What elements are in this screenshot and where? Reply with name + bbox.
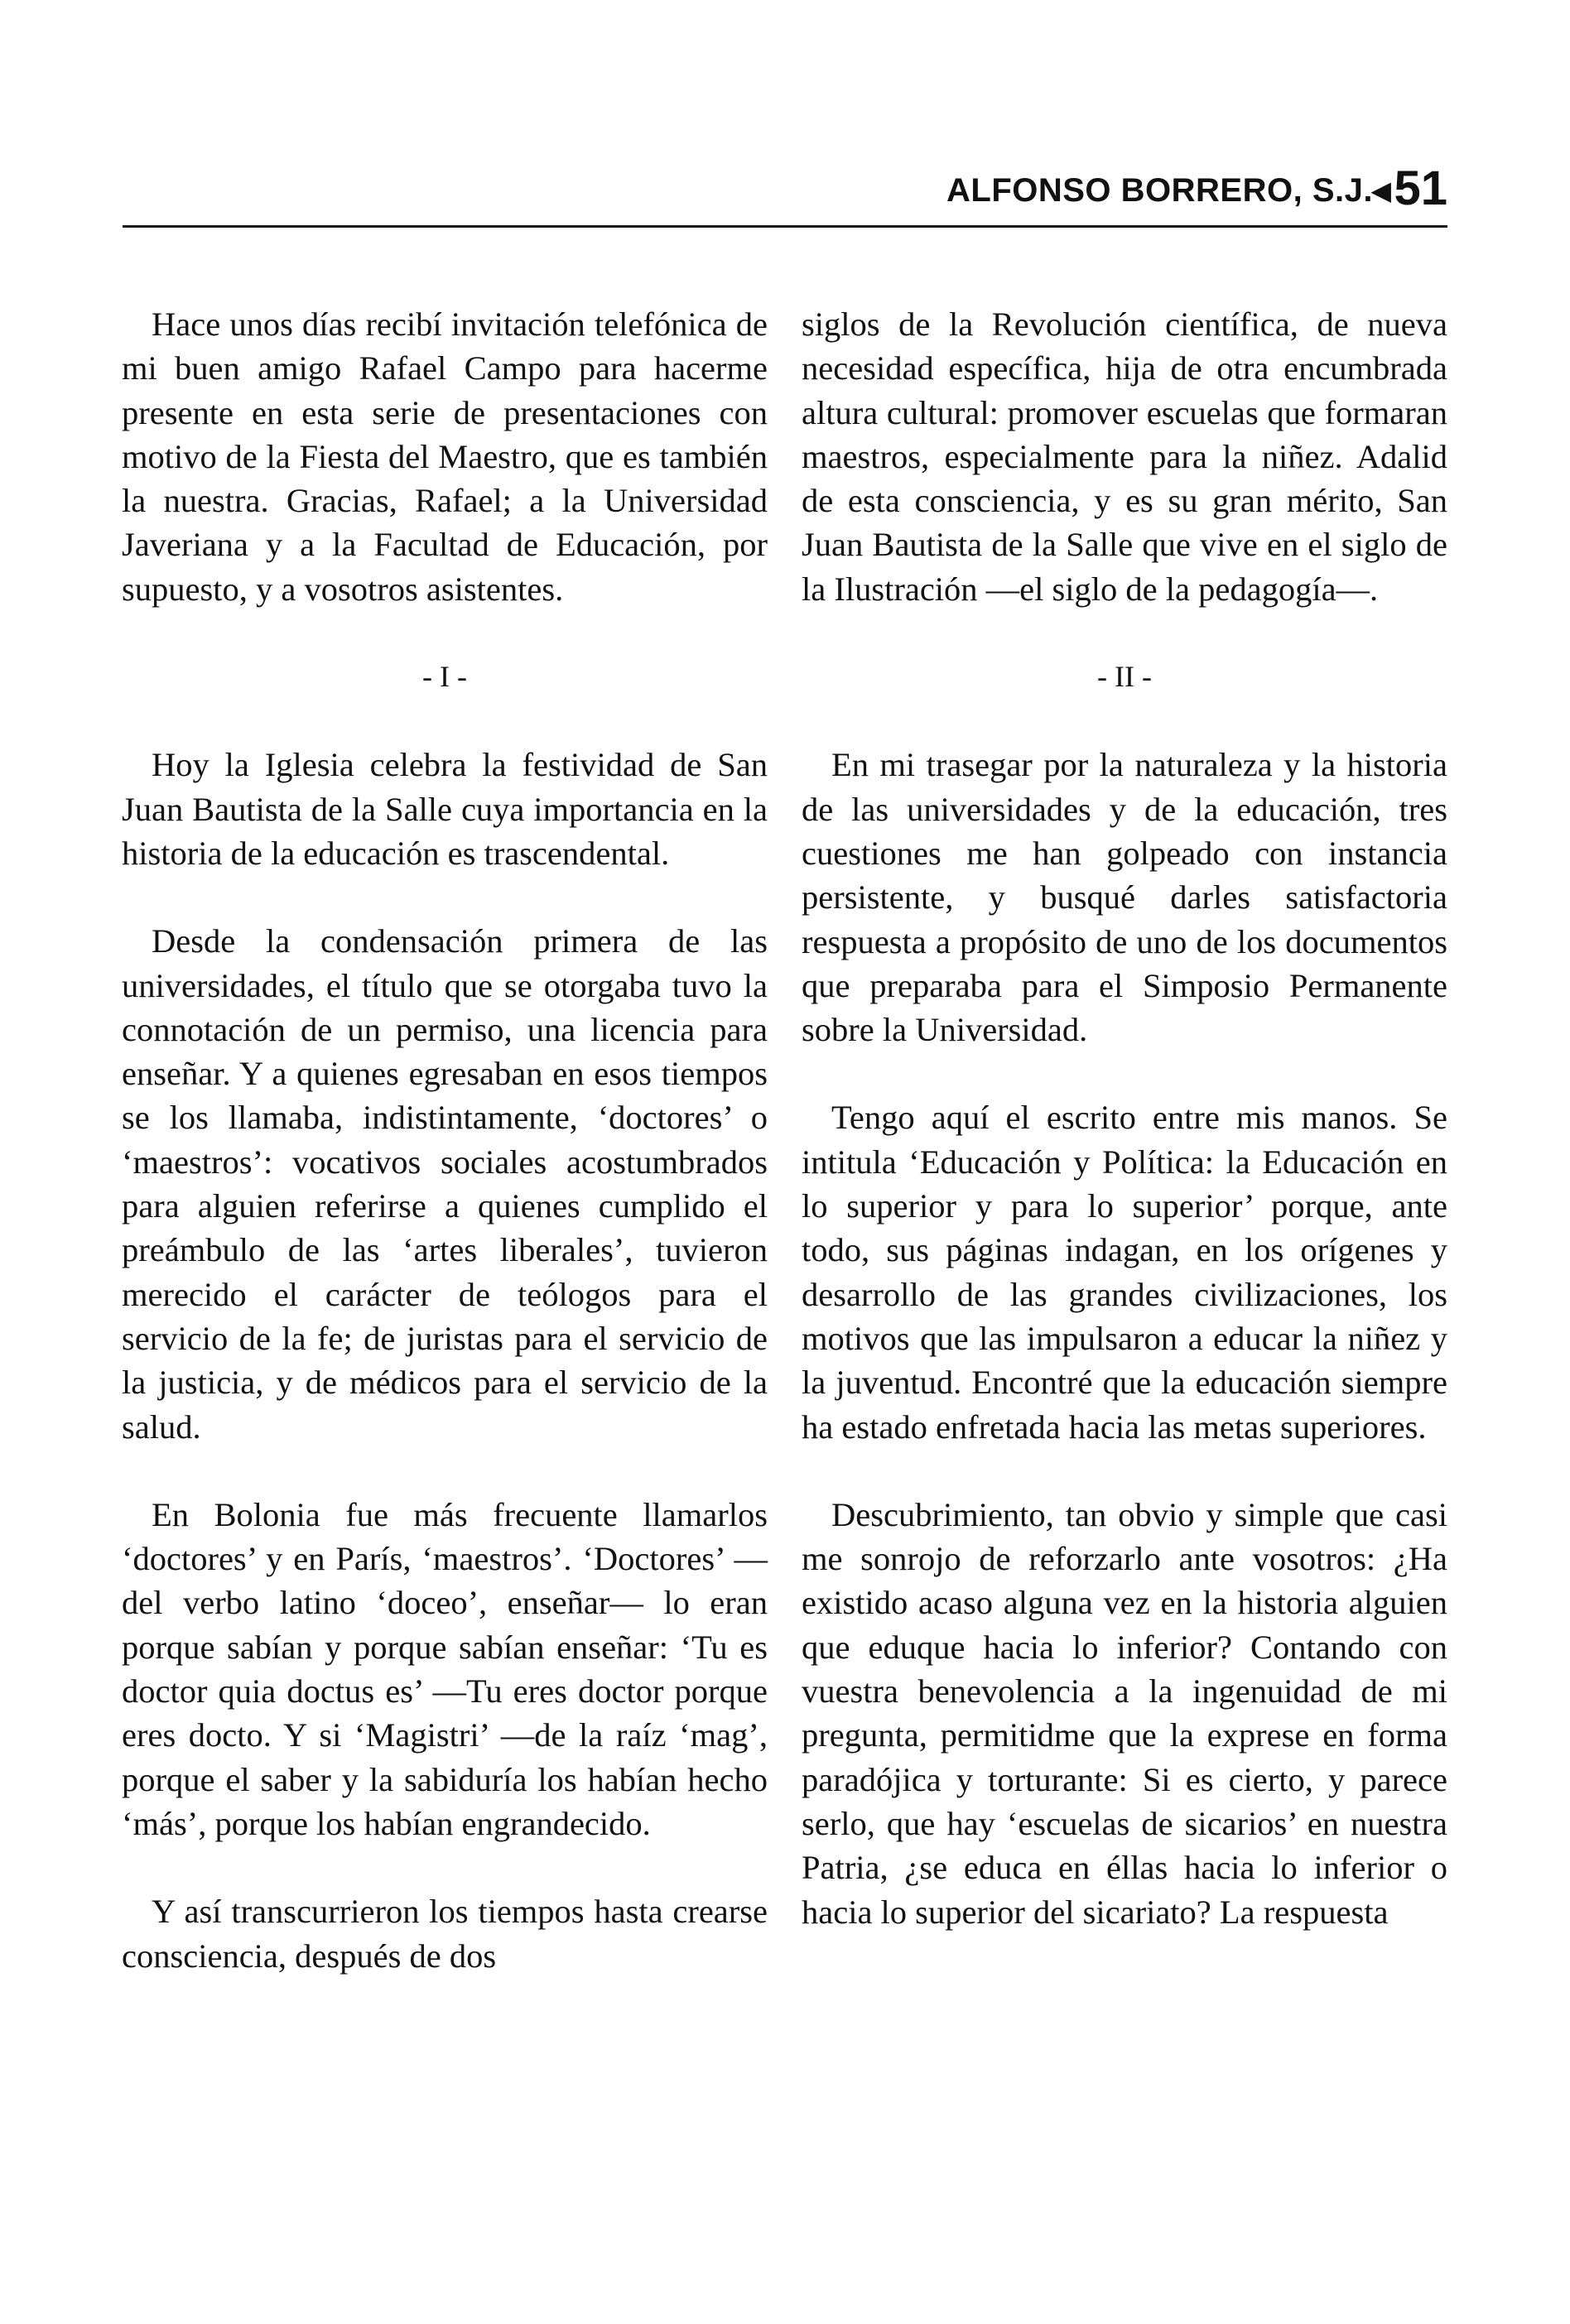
section-heading-ii: - II - bbox=[1097, 660, 1152, 694]
paragraph: En mi trasegar por la naturaleza y la historia de las universidades y de la educación, tres cuestiones me han golpeado con instancia persistente, y busqué darles satisfactoria respuesta a propósito de uno de los documentos que preparaba para el Simposio Permanente sobre la Universidad. bbox=[802, 746, 1447, 1049]
paragraph: Tengo aquí el escrito entre mis manos. Se intitula ‘Educación y Política: la Educación en lo superior y para lo superior’ porque, ante todo, sus páginas indagan, en los orígenes y desarrollo de las grandes civilizaciones, los motivos que las impulsaron a educar la niñez y la juventud. Encontré que la educación siempre ha estado enfretada hacia las metas superiores. bbox=[802, 1099, 1447, 1446]
running-head: ALFONSO BORRERO, S.J. bbox=[946, 172, 1373, 209]
page-number: 51 bbox=[1394, 161, 1447, 215]
left-triangle-icon: ◀ bbox=[1370, 175, 1391, 206]
paragraph: Descubrimiento, tan obvio y simple que casi me sonrojo de reforzarlo ante vosotros: ¿Ha existido acaso alguna vez en la historia alguien que eduque hacia lo inferior? Contando con vuestra benevolencia a la ingenuidad de mi pregunta, permitidme que la exprese en forma paradójica y torturante: Si es cierto, y parece serlo, que hay ‘escuelas de sicarios’ en nuestra Patria, ¿se educa en éllas hacia lo inferior o hacia lo superior del sicariato? La respuesta bbox=[802, 1495, 1447, 1931]
header-rule bbox=[123, 225, 1447, 228]
page-header bbox=[123, 162, 1447, 220]
right-column bbox=[802, 302, 1447, 1978]
section-heading-i: - I - bbox=[422, 660, 467, 694]
paragraph: Desde la condensación primera de las universidades, el título que se otorgaba tuvo la connotación de un permiso, una licencia para enseñar. Y a quienes egresaban en esos tiempos se los llamaba, indistintamente, ‘doctores’ o ‘maestros’: vocativos sociales acostumbrados para alguien referirse a quienes cumplido el preámbulo de las ‘artes liberales’, tuvieron merecido el carácter de teólogos para el servicio de la fe; de juristas para el servicio de la justicia, y de médicos para el servicio de la salud. bbox=[122, 922, 768, 1446]
paragraph: Hoy la Iglesia celebra la festividad de San Juan Bautista de la Salle cuya importancia en la historia de la educación es trascendental. bbox=[122, 746, 768, 872]
paragraph: Hace unos días recibí invitación telefónica de mi buen amigo Rafael Campo para hacerme presente en esta serie de presentaciones con motivo de la Fiesta del Maestro, que es también la nuestra. Gracias, Rafael; a la Universidad Javeriana y a la Facultad de Educación, por supuesto, y a vosotros asistentes. bbox=[122, 306, 768, 608]
left-column bbox=[122, 302, 768, 2022]
paragraph: siglos de la Revolución científica, de nueva necesidad específica, hija de otra encumbrada altura cultural: promover escuelas que formaran maestros, especialmente para la niñez. Adalid de esta consciencia, y es su gran mérito, San Juan Bautista de la Salle que vive en el siglo de la Ilustración —el siglo de la pedagogía—. bbox=[802, 306, 1447, 608]
paragraph: Y así transcurrieron los tiempos hasta crearse consciencia, después de dos bbox=[122, 1893, 768, 1975]
paragraph: En Bolonia fue más frecuente llamarlos ‘doctores’ y en París, ‘maestros’. ‘Doctores’ —del verbo latino ‘doceo’, enseñar— lo eran porque sabían y porque sabían enseñar: ‘Tu es doctor quia doctus es’ —Tu eres doctor porque eres docto. Y si ‘Magistri’ —de la raíz ‘mag’, porque el saber y la sabiduría los habían hecho ‘más’, porque los habían engrandecido. bbox=[122, 1495, 768, 1842]
